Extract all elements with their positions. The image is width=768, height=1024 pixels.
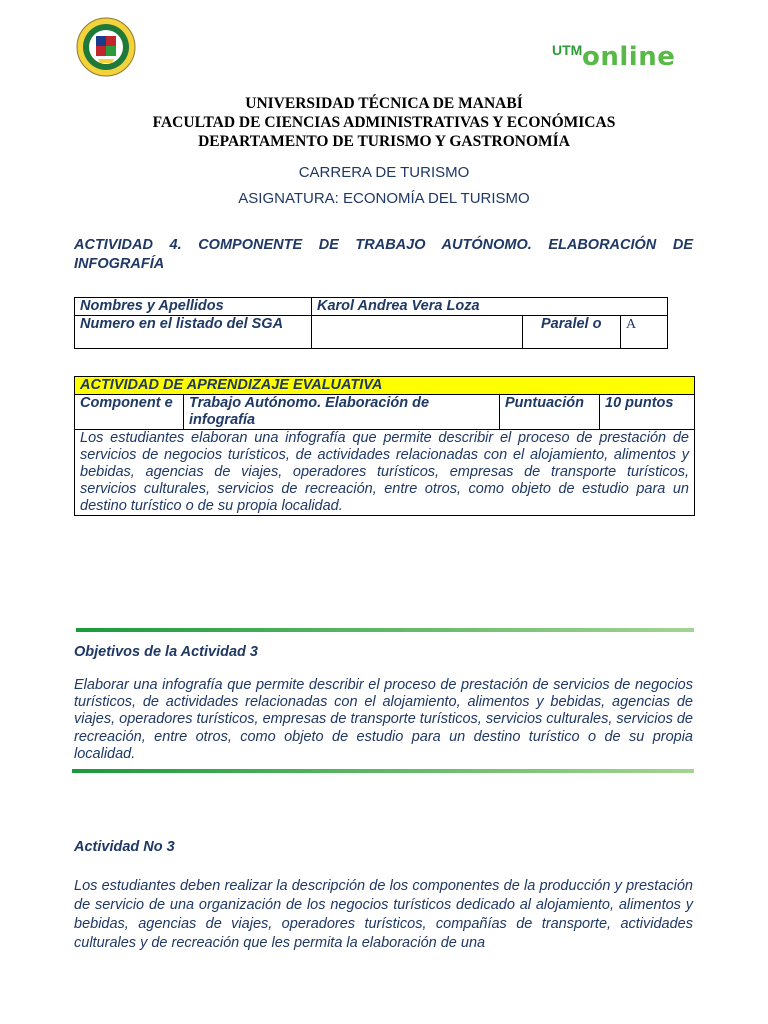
university-name: UNIVERSIDAD TÉCNICA DE MANABÍ xyxy=(245,95,523,112)
name-value: Karol Andrea Vera Loza xyxy=(312,298,668,316)
student-info-table xyxy=(74,297,668,349)
number-label: Numero en el listado del SGA xyxy=(75,316,312,349)
score-value: 10 puntos xyxy=(600,395,695,430)
parallel-label: Paralel o xyxy=(523,316,621,349)
logo-online-text: online xyxy=(582,42,676,72)
evaluation-description: Los estudiantes elaboran una infografía que permite describir el proceso de prestación de servicios de negocios turísticos, de actividades relacionadas con el alojamiento, alimentos y bebidas, agencias de viajes, operadores turísticos, empresas de transporte turísticos, servicios culturales, servicios de recreación, entre otros, como objeto de estudio para un destino turístico o de su propia localidad. xyxy=(75,430,695,516)
university-seal xyxy=(76,17,136,77)
divider-line xyxy=(72,769,694,773)
department-name: DEPARTAMENTO DE TURISMO Y GASTRONOMÍA xyxy=(198,133,570,150)
evaluation-table xyxy=(74,376,695,516)
name-label: Nombres y Apellidos xyxy=(75,298,312,316)
faculty-name: FACULTAD DE CIENCIAS ADMINISTRATIVAS Y ECONÓMICAS xyxy=(152,114,616,131)
divider-line xyxy=(76,628,694,632)
utm-online-logo xyxy=(552,40,682,74)
number-value xyxy=(312,316,523,349)
parallel-value: A xyxy=(621,316,668,349)
activity-title-line1: ACTIVIDAD 4. COMPONENTE DE TRABAJO AUTÓNOMO. ELABORACIÓN DE xyxy=(74,237,693,253)
career-name: CARRERA DE TURISMO xyxy=(298,164,470,181)
activity-title-line2: INFOGRAFÍA xyxy=(74,256,165,272)
activity3-text: Los estudiantes deben realizar la descripción de los componentes de la producción y prestación de servicio de una organización de los negocios turísticos dedicado al alojamiento, alimentos y bebidas, agencias de viajes, operadores turísticos, compañías de transporte, actividades culturales y de recreación que les permita la elaboración de una xyxy=(74,878,693,951)
objectives-title: Objetivos de la Actividad 3 xyxy=(74,644,258,660)
activity-title xyxy=(74,236,693,274)
logo-utm-text: UTM xyxy=(552,42,583,58)
subject-name: ASIGNATURA: ECONOMÍA DEL TURISMO xyxy=(238,190,530,207)
activity3-title: Actividad No 3 xyxy=(74,839,175,855)
objectives-text: Elaborar una infografía que permite describir el proceso de prestación de servicios de negocios turísticos, de actividades relacionadas con el alojamiento, alimentos y bebidas, agencias de viajes, operadores turísticos, empresas de transporte turísticos, servicios culturales, servicios de recreación, entre otros, como objeto de estudio para un destino turístico o de su propia localidad. xyxy=(74,677,693,762)
score-label: Puntuación xyxy=(500,395,600,430)
component-value: Trabajo Autónomo. Elaboración de infografía xyxy=(184,395,500,430)
evaluation-header: ACTIVIDAD DE APRENDIZAJE EVALUATIVA xyxy=(75,377,695,395)
component-label: Component e xyxy=(75,395,184,430)
